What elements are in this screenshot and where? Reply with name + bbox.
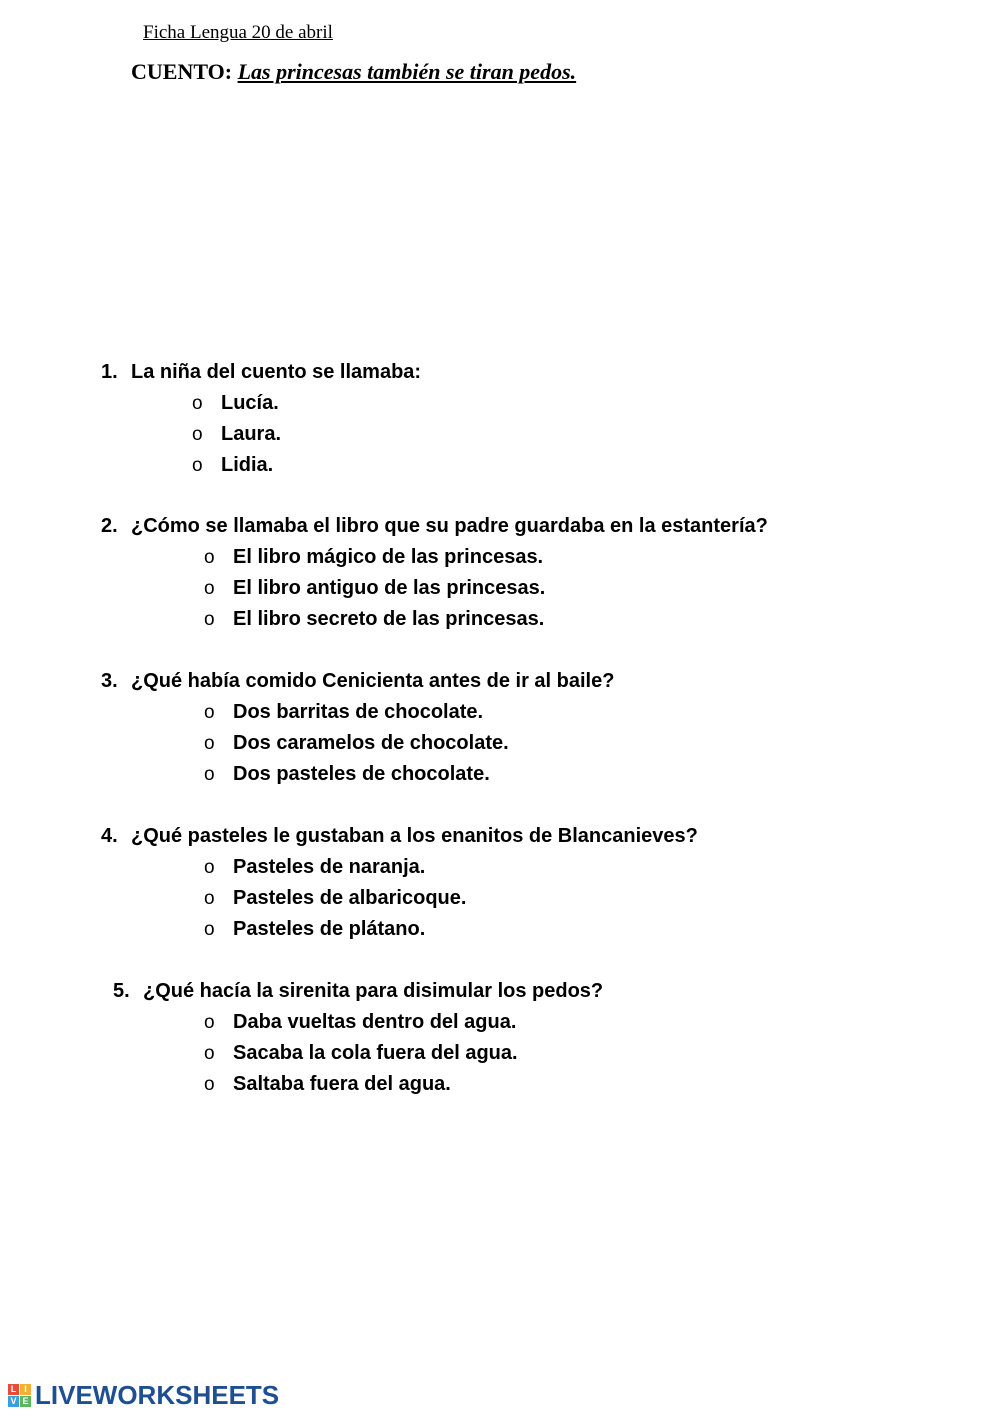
logo-icon bbox=[8, 1384, 31, 1407]
radio-circle-icon[interactable]: o bbox=[204, 764, 215, 785]
answer-option-label: Saltaba fuera del agua. bbox=[233, 1073, 451, 1095]
answer-option-label: Lidia. bbox=[221, 454, 274, 476]
question-number: 3. bbox=[101, 670, 118, 692]
logo-mark-letter: I bbox=[20, 1384, 31, 1395]
radio-circle-icon[interactable]: o bbox=[204, 919, 215, 940]
radio-circle-icon[interactable]: o bbox=[204, 888, 215, 909]
liveworksheets-logo bbox=[8, 1380, 279, 1410]
answer-option-label: Daba vueltas dentro del agua. bbox=[233, 1011, 517, 1033]
radio-circle-icon[interactable]: o bbox=[204, 1074, 215, 1095]
answer-option-label: Pasteles de naranja. bbox=[233, 856, 426, 878]
story-title: Las princesas también se tiran pedos. bbox=[237, 59, 577, 84]
answer-option-label: Lucía. bbox=[221, 392, 279, 414]
radio-circle-icon[interactable]: o bbox=[204, 857, 215, 878]
radio-circle-icon[interactable]: o bbox=[204, 609, 215, 630]
question-number: 4. bbox=[101, 825, 118, 847]
radio-circle-icon[interactable]: o bbox=[192, 455, 203, 476]
question-text: ¿Qué hacía la sirenita para disimular los pedos? bbox=[143, 980, 604, 1002]
question-text: ¿Qué había comido Cenicienta antes de ir al baile? bbox=[131, 670, 615, 692]
radio-circle-icon[interactable]: o bbox=[192, 393, 203, 414]
answer-option-label: Sacaba la cola fuera del agua. bbox=[233, 1042, 518, 1064]
radio-circle-icon[interactable]: o bbox=[204, 547, 215, 568]
answer-option-label: El libro antiguo de las princesas. bbox=[233, 577, 546, 599]
question-number: 5. bbox=[113, 980, 130, 1002]
radio-circle-icon[interactable]: o bbox=[204, 1043, 215, 1064]
question-text: La niña del cuento se llamaba: bbox=[131, 361, 422, 383]
radio-circle-icon[interactable]: o bbox=[204, 578, 215, 599]
radio-circle-icon[interactable]: o bbox=[204, 1012, 215, 1033]
radio-circle-icon[interactable]: o bbox=[192, 424, 203, 445]
logo-text: LIVEWORKSHEETS bbox=[35, 1379, 280, 1410]
answer-option-label: Laura. bbox=[221, 423, 282, 445]
logo-mark-letter: E bbox=[20, 1396, 31, 1407]
answer-option-label: Dos caramelos de chocolate. bbox=[233, 732, 509, 754]
question-text: ¿Cómo se llamaba el libro que su padre guardaba en la estantería? bbox=[131, 515, 768, 537]
radio-circle-icon[interactable]: o bbox=[204, 702, 215, 723]
radio-circle-icon[interactable]: o bbox=[204, 733, 215, 754]
answer-option-label: Pasteles de plátano. bbox=[233, 918, 426, 940]
answer-option-label: Pasteles de albaricoque. bbox=[233, 887, 467, 909]
question-number: 2. bbox=[101, 515, 118, 537]
answer-option-label: Dos barritas de chocolate. bbox=[233, 701, 484, 723]
answer-option-label: Dos pasteles de chocolate. bbox=[233, 763, 490, 785]
story-heading bbox=[131, 59, 576, 85]
logo-mark-letter: L bbox=[8, 1384, 19, 1395]
story-label: CUENTO: bbox=[131, 59, 233, 84]
question-number: 1. bbox=[101, 361, 118, 383]
logo-mark-letter: V bbox=[8, 1396, 19, 1407]
answer-option-label: El libro mágico de las princesas. bbox=[233, 546, 544, 568]
worksheet-header: Ficha Lengua 20 de abril bbox=[143, 22, 333, 43]
question-text: ¿Qué pasteles le gustaban a los enanitos de Blancanieves? bbox=[131, 825, 698, 847]
answer-option-label: El libro secreto de las princesas. bbox=[233, 608, 545, 630]
